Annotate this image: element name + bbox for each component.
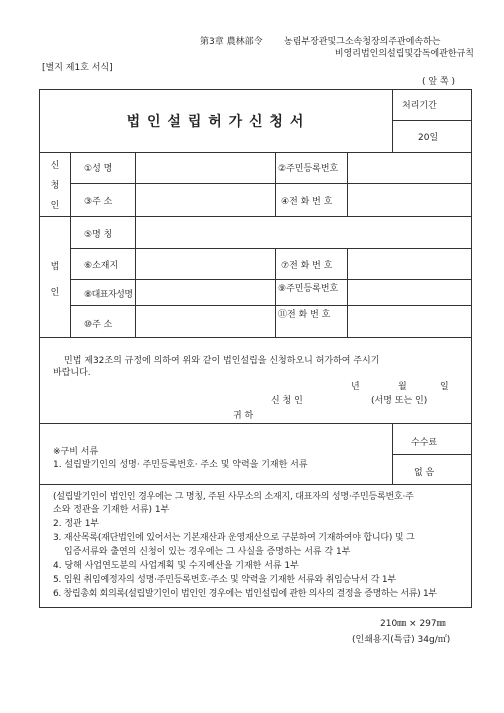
rep-phone-field[interactable] (348, 306, 471, 337)
applicant-sign-field[interactable] (312, 390, 370, 404)
fee-label: 수수료 (411, 438, 438, 448)
representative-field[interactable] (136, 280, 275, 337)
doc-item: 소와 정관을 기재한 서류) 1부 (53, 505, 170, 515)
name-label: ①성 명 (84, 164, 113, 174)
form-title: 법 인 설 립 허 가 신 청 서 (126, 113, 305, 130)
corp-phone-label: ⑦전 화 번 호 (281, 261, 333, 271)
processing-value: 20일 (418, 133, 439, 143)
recipient: 귀 하 (233, 411, 254, 421)
form-label: [별지 제1호 서식] (42, 63, 113, 73)
doc-item: 5. 임원 취임예정자의 성명·주민등록번호·주소 및 약력을 기재한 서류와 취임승낙서 각 1부 (53, 575, 396, 585)
corp-name-field[interactable] (136, 217, 471, 248)
statement-line1: 민법 제32조의 규정에 의하여 위와 같이 법인설립을 신청하오니 허가하여 주시기 (64, 356, 380, 366)
paper-size: 210㎜ × 297㎜ (380, 619, 446, 629)
rep-address-label: ⑩주 소 (84, 320, 113, 330)
corp-group-label: 법 인 (50, 262, 60, 298)
date-year: 년 (351, 382, 360, 392)
date-day: 일 (440, 382, 449, 392)
doc-item: 입증서류와 출연의 신청이 있는 경우에는 그 사실을 증명하는 서류 각 1부 (64, 547, 351, 557)
corp-name-label: ⑤명 칭 (84, 230, 113, 240)
doc-item: 4. 당해 사업연도분의 사업계획 및 수지예산을 기재한 서류 1부 (53, 561, 299, 571)
location-label: ⑥소재지 (84, 261, 119, 271)
resident-no-label: ②주민등록번호 (278, 164, 339, 174)
page-header (200, 36, 490, 60)
corp-phone-field[interactable] (348, 249, 471, 279)
signature-label: (서명 또는 인) (371, 396, 428, 406)
phone-label: ④전 화 번 호 (281, 197, 333, 207)
name-field[interactable] (136, 153, 275, 183)
doc-item: (설립발기인이 법인인 경우에는 그 명칭, 주된 사무소의 소재지, 대표자의 성명·주민등록번호·주 (53, 492, 414, 502)
address-label: ③주 소 (84, 197, 113, 207)
resident-no-field[interactable] (348, 153, 471, 183)
address-field[interactable] (136, 184, 275, 216)
location-field[interactable] (136, 249, 275, 279)
header-title-line1: 농림부장관및그소속청장의주관에속하는 (284, 37, 441, 47)
fee-value: 없 음 (414, 468, 435, 478)
rep-phone-label: ⑪전 화 번 호 (278, 310, 331, 320)
doc-item: 6. 창립총회 회의록(설립발기인이 법인인 경우에는 법인설립에 관한 의사의 결정을 증명하는 서류) 1부 (53, 589, 437, 599)
paper-spec: (인쇄용지(특급) 34g/㎡) (352, 635, 451, 645)
representative-label: ⑧대표자성명 (84, 290, 133, 300)
docs-title: ※구비 서류 (53, 447, 99, 457)
statement-line2: 바랍니다. (53, 368, 91, 378)
rep-resident-no-field[interactable] (348, 280, 471, 305)
doc-item: 3. 재산목록(재단법인에 있어서는 기본재산과 운영재산으로 구분하여 기재하여야 합니다) 및 그 (53, 533, 415, 543)
side-note: ( 앞 쪽 ) (422, 77, 455, 87)
header-title-line2: 비영리법인의설립및감독에관한규칙 (334, 49, 474, 59)
applicant-group-label: 신 청 인 (50, 161, 60, 211)
doc-item: 2. 정관 1부 (53, 519, 100, 529)
rep-resident-no-label: ⑨주민등록번호 (278, 284, 339, 294)
applicant-label: 신 청 인 (271, 396, 303, 406)
phone-field[interactable] (348, 184, 471, 216)
processing-label: 처리기간 (402, 101, 437, 111)
date-month: 월 (398, 382, 407, 392)
doc-item: 1. 설립발기인의 성명· 주민등록번호· 주소 및 약력을 기재한 서류 (53, 460, 308, 470)
chapter-label: 第3章 農林部令 (200, 37, 263, 47)
